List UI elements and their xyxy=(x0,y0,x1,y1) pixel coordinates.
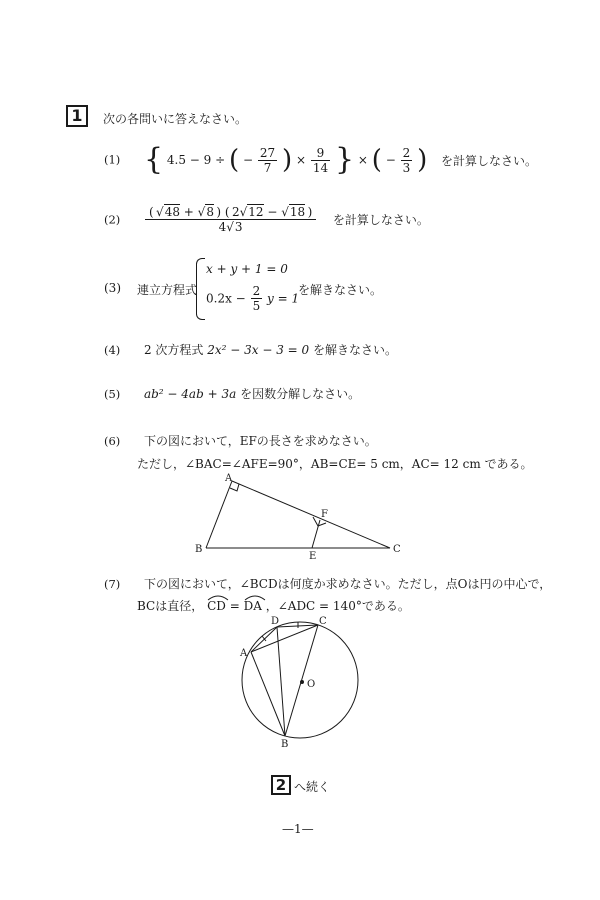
label-c: C xyxy=(393,544,401,555)
brace-close: } xyxy=(334,142,355,177)
system-brace xyxy=(196,258,205,320)
label-e: E xyxy=(309,551,317,562)
arc-da xyxy=(244,599,262,613)
arc-cd-text: CD xyxy=(207,599,226,613)
segment-ab xyxy=(206,481,232,548)
q2-den-coef: 4 xyxy=(218,220,227,234)
q2-coef-c: 2 xyxy=(231,205,240,219)
q3-instruction: を解きなさい。 xyxy=(298,283,383,297)
q1-term-a: 4.5 xyxy=(166,153,186,167)
q7-prompt: 下の図において，∠BCDは何度か求めなさい。ただし，点Oは円の中心で， xyxy=(143,577,552,591)
q5-expression: ab² − 4ab + 3a xyxy=(143,387,237,401)
section-intro: 次の各問いに答えなさい。 xyxy=(103,112,248,126)
continue-box: 2 xyxy=(271,775,291,795)
question-7-line-1 xyxy=(104,575,551,592)
question-6-label: (6) xyxy=(104,434,121,448)
q1-instruction: を計算しなさい。 xyxy=(440,153,537,168)
q7-line2-a: BCは直径， xyxy=(137,599,204,613)
q3-eq2-den: 5 xyxy=(252,299,261,313)
q1-f1-num: 27 xyxy=(259,145,276,160)
q2-fraction xyxy=(145,205,316,234)
label-f: F xyxy=(321,509,328,520)
arc-da-mark xyxy=(244,595,266,601)
question-5 xyxy=(104,385,360,402)
label-b-circle: B xyxy=(281,739,289,750)
q2-denominator: 4√3 xyxy=(218,220,243,234)
right-angle-a xyxy=(230,484,239,491)
arc-cd-mark xyxy=(207,595,229,601)
paren-close: ) xyxy=(281,145,293,175)
label-c-circle: C xyxy=(319,616,327,627)
tick-ad xyxy=(262,636,266,641)
circle-o xyxy=(242,622,358,738)
q1-f3-den: 3 xyxy=(402,160,411,175)
q1-f2-den: 14 xyxy=(312,160,329,175)
q3-eq2-b: y = 1 xyxy=(267,291,300,306)
section-number-box: 1 xyxy=(66,105,88,127)
segment-ac xyxy=(251,625,318,652)
q4-expression: 2x² − 3x − 3 = 0 xyxy=(207,343,310,357)
q1-term-b: − 9 ÷ xyxy=(189,153,226,167)
q1-f3-num: 2 xyxy=(402,145,411,160)
q1-fraction-1 xyxy=(258,146,277,175)
arc-cd xyxy=(207,599,226,613)
label-a-circle: A xyxy=(240,648,248,659)
label-o: O xyxy=(307,679,316,690)
q3-eq2-fraction xyxy=(251,284,263,313)
q1-times-2: × xyxy=(357,153,368,167)
q1-fraction-2 xyxy=(311,146,330,175)
question-4 xyxy=(104,341,397,358)
question-1 xyxy=(104,142,537,177)
q4-instruction: を解きなさい。 xyxy=(313,343,398,357)
q3-equation-1: x + y + 1 = 0 xyxy=(206,262,288,276)
label-d-circle: D xyxy=(271,616,280,627)
q2-rad-b: 8 xyxy=(206,205,214,219)
q2-instruction: を計算しなさい。 xyxy=(332,213,429,227)
segment-bc-diameter xyxy=(285,625,318,736)
q2-rad-d: 18 xyxy=(289,205,306,219)
q5-instruction: を因数分解しなさい。 xyxy=(240,387,361,401)
q1-f2-num: 9 xyxy=(311,146,330,161)
question-3-prefix: 連立方程式 xyxy=(137,283,198,297)
q3-eq2-num: 2 xyxy=(252,284,261,298)
question-3-label: (3) xyxy=(104,281,121,295)
question-2 xyxy=(104,205,429,234)
question-1-label: (1) xyxy=(104,152,121,167)
q1-f1-den: 7 xyxy=(263,160,272,175)
q1-fraction-3 xyxy=(401,146,413,175)
question-7-label: (7) xyxy=(104,577,121,591)
right-angle-f xyxy=(313,517,326,526)
paren-open: ( xyxy=(229,145,240,175)
q2-rad-c: 12 xyxy=(248,205,264,219)
q7-line2-b: ，∠ADC = 140°である。 xyxy=(265,599,410,613)
question-2-label: (2) xyxy=(104,212,121,227)
brace-open: { xyxy=(143,142,164,177)
label-a: A xyxy=(225,473,233,484)
question-4-label: (4) xyxy=(104,343,121,357)
q1-times-1: × xyxy=(295,153,307,167)
q3-eq2-a: 0.2x − xyxy=(206,291,246,306)
question-5-label: (5) xyxy=(104,387,121,401)
q2-num-plus: + xyxy=(183,205,194,219)
q6-prompt: 下の図において，EFの長さを求めなさい。 xyxy=(143,434,377,448)
label-b: B xyxy=(195,544,203,555)
q7-equals: = xyxy=(229,599,240,613)
center-point xyxy=(300,680,304,684)
q2-num-minus: − xyxy=(267,205,278,219)
paren-close-2: ) xyxy=(417,145,428,175)
q1-f1-sign: − xyxy=(242,153,254,167)
question-7-line-2 xyxy=(137,597,410,614)
q2-rad-a: 48 xyxy=(164,205,180,219)
question-6-line-2: ただし，∠BAC=∠AFE=90°，AB=CE= 5 cm，AC= 12 cm である。 xyxy=(137,457,533,471)
q1-f3-sign: − xyxy=(385,153,396,167)
q2-den-rad: 3 xyxy=(234,220,243,234)
segment-db xyxy=(277,627,285,736)
segment-dc xyxy=(277,625,318,627)
arc-da-text: DA xyxy=(243,599,262,613)
segment-ad xyxy=(251,627,277,652)
question-6-line-1 xyxy=(104,432,377,449)
segment-ab-chord xyxy=(251,652,285,736)
q2-numerator: ( √48 + √8 ) ( 2√12 − √18 ) xyxy=(145,205,316,220)
q3-equation-2 xyxy=(206,284,299,313)
q4-text: 2 次方程式 xyxy=(143,343,204,357)
page-number: —1— xyxy=(282,822,314,836)
paren-open-2: ( xyxy=(371,145,382,175)
segment-ef xyxy=(312,520,320,548)
continue-text: へ続く xyxy=(294,780,331,794)
segment-ac xyxy=(232,481,390,548)
